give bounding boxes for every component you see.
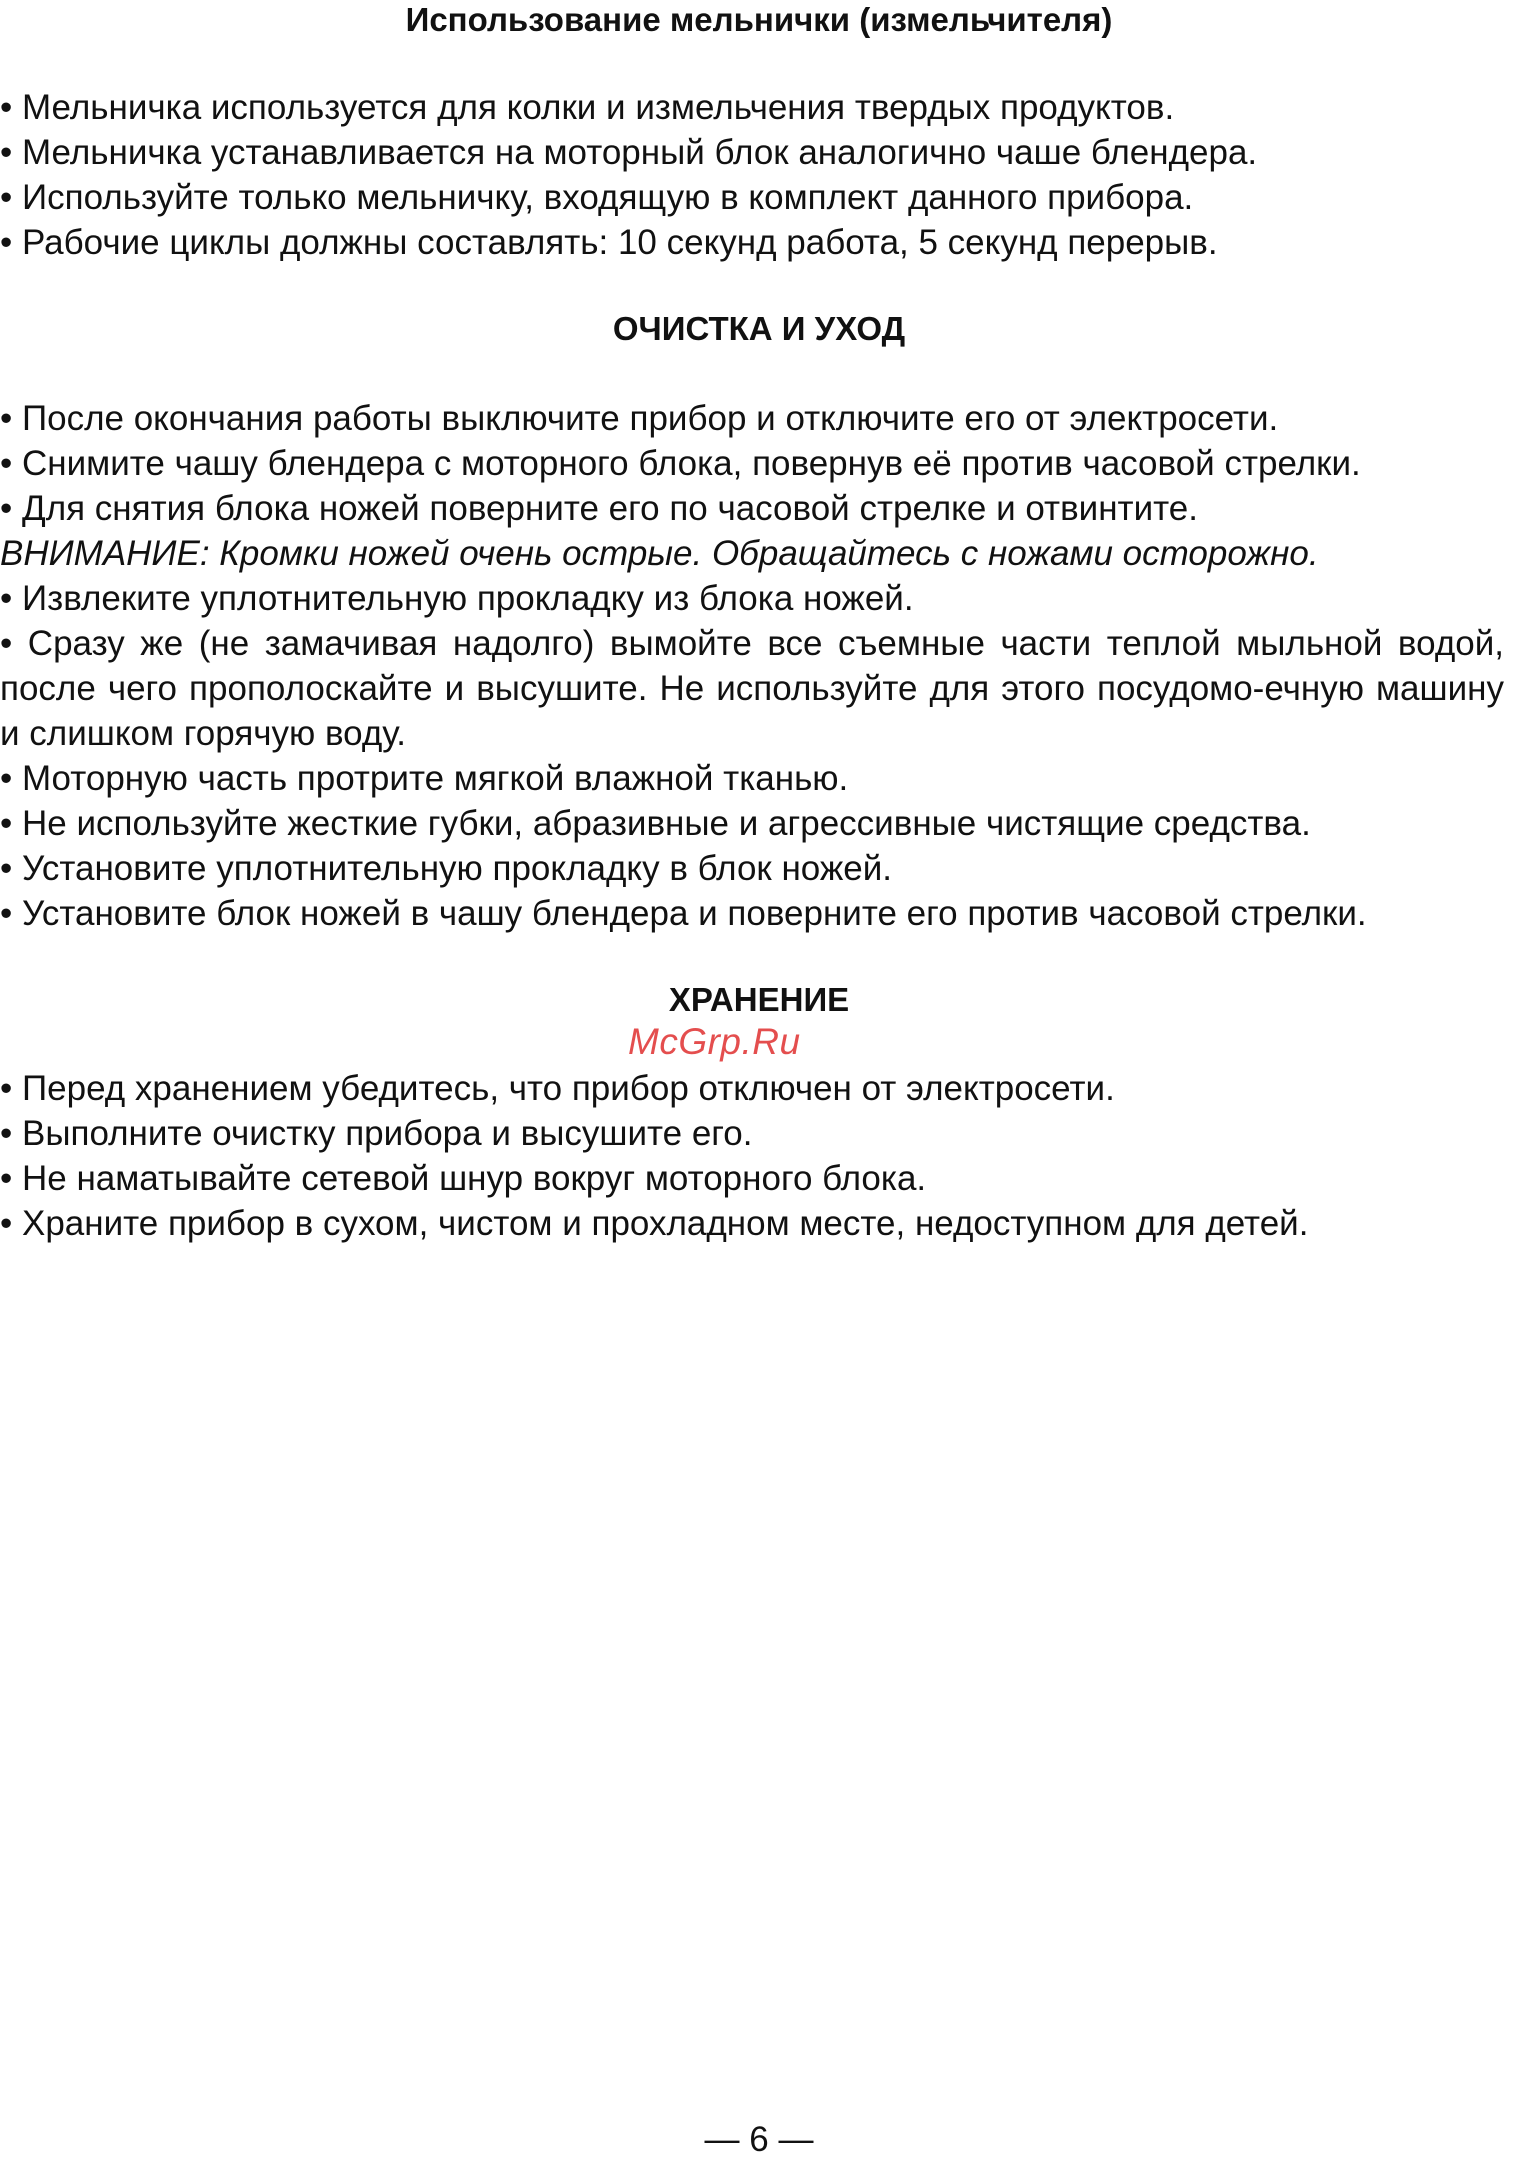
list-item: • Снимите чашу блендера с моторного блока, повернув её против часовой стрелки. xyxy=(0,441,1504,486)
list-item: • Выполните очистку прибора и высушите его. xyxy=(0,1111,1504,1156)
warning-note: ВНИМАНИЕ: Кромки ножей очень острые. Обращайтесь с ножами осторожно. xyxy=(0,534,1319,573)
storage-section-title: ХРАНЕНИЕ xyxy=(668,981,850,1018)
cleaning-list xyxy=(0,396,1504,936)
list-item: • Установите блок ножей в чашу блендера и поверните его против часовой стрелки. xyxy=(0,891,1504,936)
grinder-list xyxy=(0,85,1504,265)
list-item: • Сразу же (не замачивая надолго) вымойте все съемные части теплой мыльной водой, после чего прополоскайте и высушите. Не используйте для этого посудомо-ечную машину и слишком горячую воду. xyxy=(0,621,1504,756)
cleaning-section-title: ОЧИСТКА И УХОД xyxy=(612,310,906,347)
grinder-section-title: Использование мельнички (измельчителя) xyxy=(405,1,1113,38)
list-item: • Мельничка используется для колки и измельчения твердых продуктов. xyxy=(0,85,1504,130)
list-item: • Не используйте жесткие губки, абразивные и агрессивные чистящие средства. xyxy=(0,801,1504,846)
list-item: • Перед хранением убедитесь, что прибор отключен от электросети. xyxy=(0,1066,1504,1111)
list-item: • После окончания работы выключите прибор и отключите его от электросети. xyxy=(0,396,1504,441)
list-item: • Рабочие циклы должны составлять: 10 секунд работа, 5 секунд перерыв. xyxy=(0,220,1504,265)
watermark: McGrp.Ru xyxy=(628,1021,801,1062)
list-item: • Используйте только мельничку, входящую в комплект данного прибора. xyxy=(0,175,1504,220)
list-item: • Для снятия блока ножей поверните его по часовой стрелке и отвинтите. xyxy=(0,486,1504,531)
list-item: • Моторную часть протрите мягкой влажной тканью. xyxy=(0,756,1504,801)
list-item: • Мельничка устанавливается на моторный блок аналогично чаше блендера. xyxy=(0,130,1504,175)
page-number: — 6 — xyxy=(704,2120,814,2159)
list-item: • Не наматывайте сетевой шнур вокруг моторного блока. xyxy=(0,1156,1504,1201)
list-item: • Установите уплотнительную прокладку в блок ножей. xyxy=(0,846,1504,891)
list-item: • Храните прибор в сухом, чистом и прохладном месте, недоступном для детей. xyxy=(0,1201,1504,1246)
storage-list xyxy=(0,1066,1504,1246)
list-item: • Извлеките уплотнительную прокладку из блока ножей. xyxy=(0,576,1504,621)
